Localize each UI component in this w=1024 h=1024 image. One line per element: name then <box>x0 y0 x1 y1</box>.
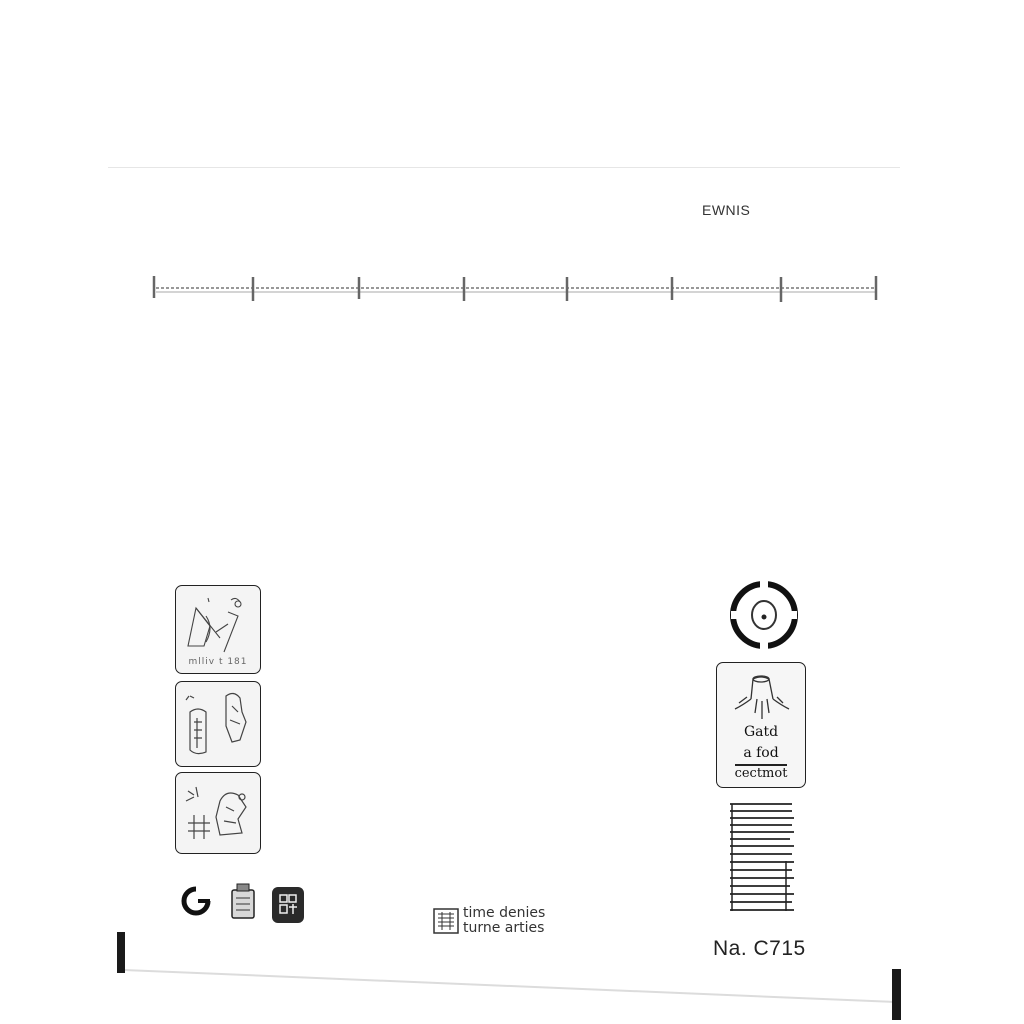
sketch-card-3 <box>175 772 261 854</box>
barcode-stack <box>728 801 796 917</box>
ring-icon <box>178 883 214 919</box>
footer-note-line-2: turne arties <box>463 920 545 936</box>
stamp-text-line-1: Gatd <box>743 724 779 740</box>
jar-icon <box>228 882 258 920</box>
sketch-card-2 <box>175 681 261 767</box>
figures-sketch-icon <box>176 682 261 767</box>
footer-note-line-1: time denies <box>463 905 546 921</box>
sketch-card-1 <box>175 585 261 674</box>
stamp-card <box>716 662 806 788</box>
stamp-icon <box>433 908 459 934</box>
segmented-ruler <box>152 274 880 304</box>
circular-emblem-icon <box>727 577 801 653</box>
top-divider <box>108 167 900 168</box>
code-label: Na. C715 <box>713 937 806 960</box>
stamp-text-line-3: cectmot <box>734 766 788 781</box>
header-label: EWNIS <box>702 202 751 218</box>
stamp-text-line-2: a fod <box>743 745 779 761</box>
seal-icon <box>270 885 306 925</box>
footer-note <box>433 906 545 936</box>
card-caption: mlliv t 181 <box>188 657 248 667</box>
glyph-sketch-icon <box>176 773 261 854</box>
